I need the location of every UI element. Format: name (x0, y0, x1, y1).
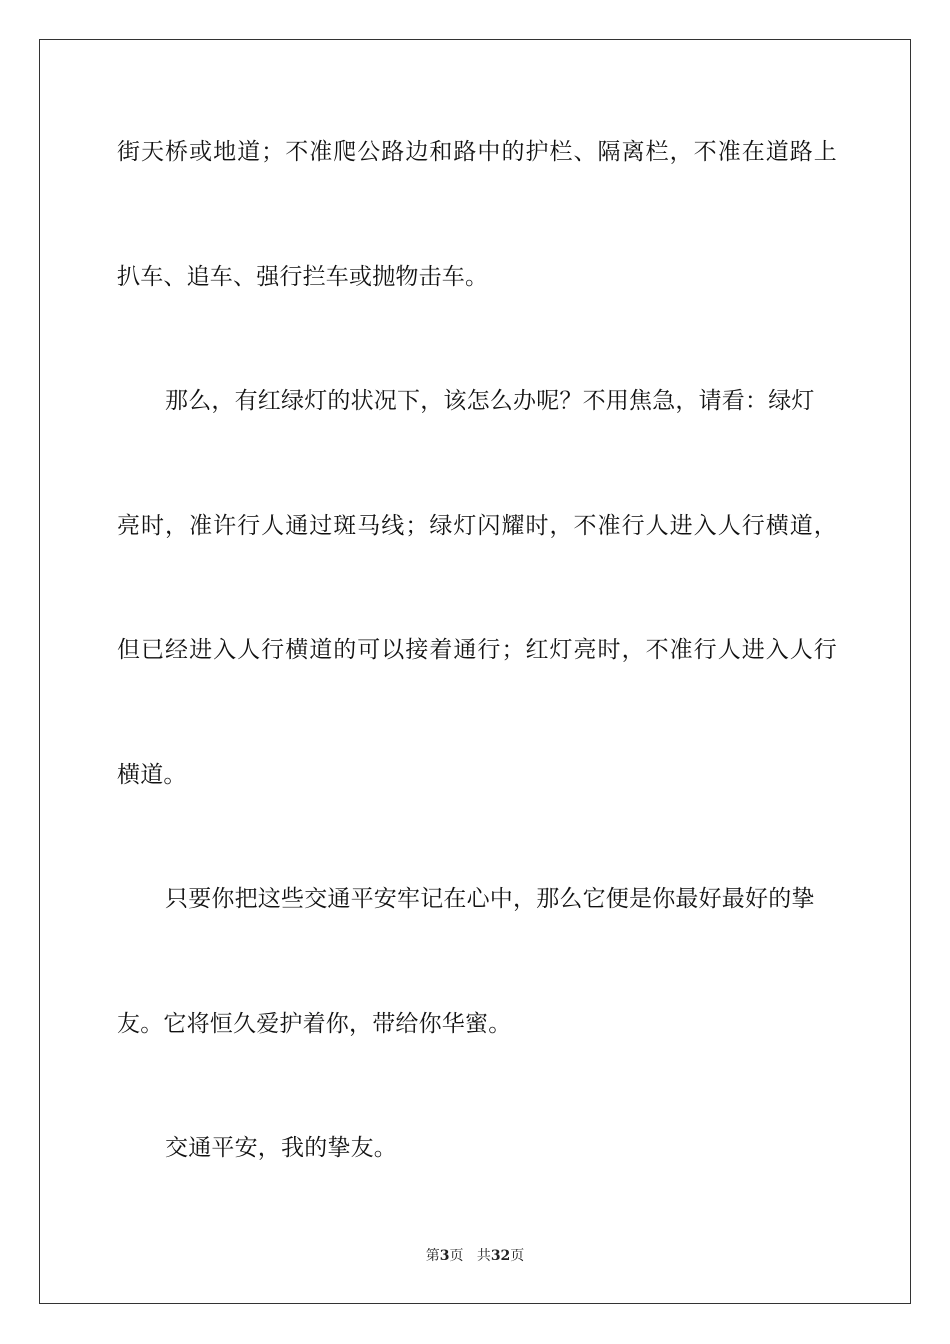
paragraph-line: 但已经进入人行横道的可以接着通行；红灯亮时，不准行人进入人行 (117, 637, 837, 663)
page-border (39, 39, 911, 1304)
page-suffix: 页 (449, 1248, 464, 1264)
paragraph-line: 亮时，准许行人通过斑马线；绿灯闪耀时，不准行人进入人行横道， (117, 513, 837, 539)
paragraph-line: 街天桥或地道；不准爬公路边和路中的护栏、隔离栏，不准在道路上 (117, 139, 837, 165)
page-number: 3 (439, 1248, 450, 1264)
page-prefix: 第 (425, 1248, 440, 1264)
paragraph-line: 那么，有红绿灯的状况下，该怎么办呢？不用焦急，请看：绿灯 (165, 388, 815, 414)
total-pages: 32 (490, 1248, 511, 1264)
paragraph-line: 交通平安，我的挚友。 (165, 1135, 397, 1161)
paragraph-line: 友。它将恒久爱护着你，带给你华蜜。 (117, 1011, 512, 1037)
paragraph-line: 扒车、追车、强行拦车或抛物击车。 (117, 264, 489, 290)
page-footer (0, 1247, 950, 1265)
total-prefix: 共 (476, 1248, 491, 1264)
paragraph-line: 横道。 (117, 762, 187, 788)
paragraph-line: 只要你把这些交通平安牢记在心中，那么它便是你最好最好的挚 (165, 886, 815, 912)
total-suffix: 页 (510, 1248, 525, 1264)
